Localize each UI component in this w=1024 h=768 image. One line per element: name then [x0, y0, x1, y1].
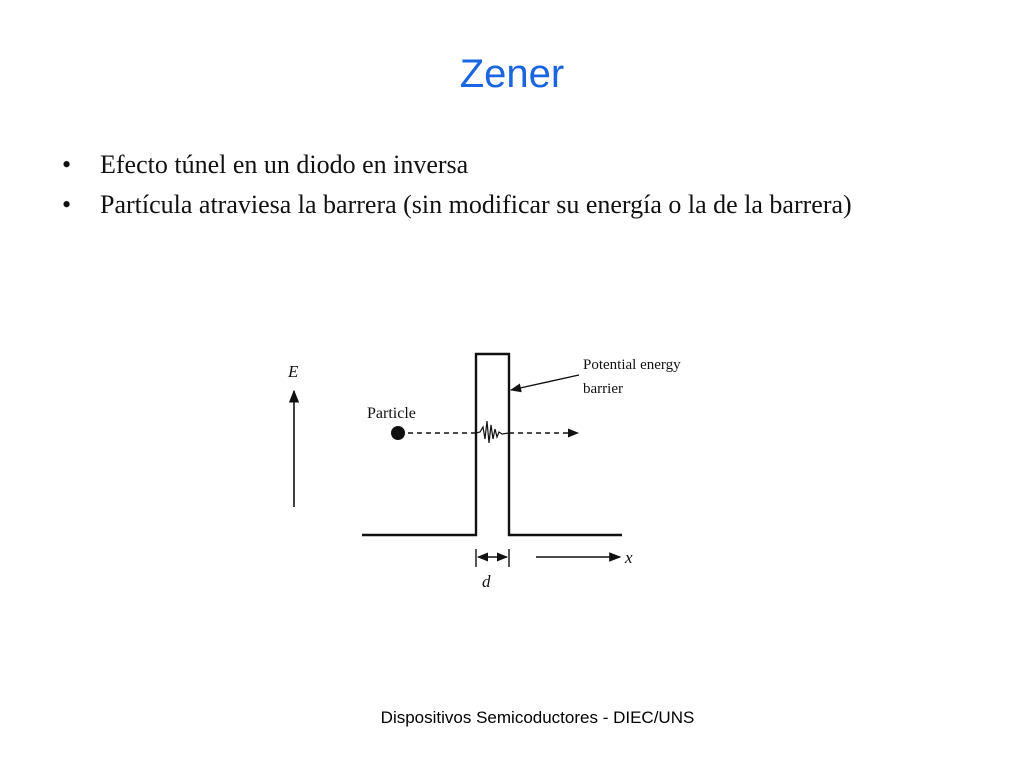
barrier-pointer-arrow: [511, 375, 579, 390]
barrier-label-line2: barrier: [583, 381, 623, 397]
tunneling-diagram-svg: [270, 335, 740, 605]
width-label: d: [482, 572, 491, 591]
bullet-list: [62, 150, 942, 231]
bullet-dot: •: [62, 150, 72, 179]
energy-axis-label: E: [288, 362, 299, 381]
x-axis-label: x: [625, 548, 633, 567]
particle-dot: [391, 426, 405, 440]
slide-footer: Dispositivos Semicoductores - DIEC/UNS: [380, 708, 695, 727]
tunneling-wiggle: [476, 421, 509, 443]
bullet-item: [62, 150, 942, 180]
barrier-label-line1: Potential energy: [583, 357, 681, 373]
particle-label: Particle: [367, 405, 416, 422]
bullet-text: Partícula atraviesa la barrera (sin modificar su energía o la de la barrera): [100, 190, 852, 220]
tunneling-diagram: [270, 335, 740, 605]
bullet-text: Efecto túnel en un diodo en inversa: [100, 150, 469, 179]
slide-title: Zener: [459, 52, 565, 96]
bullet-item: [62, 190, 942, 220]
bullet-dot: •: [62, 190, 72, 220]
